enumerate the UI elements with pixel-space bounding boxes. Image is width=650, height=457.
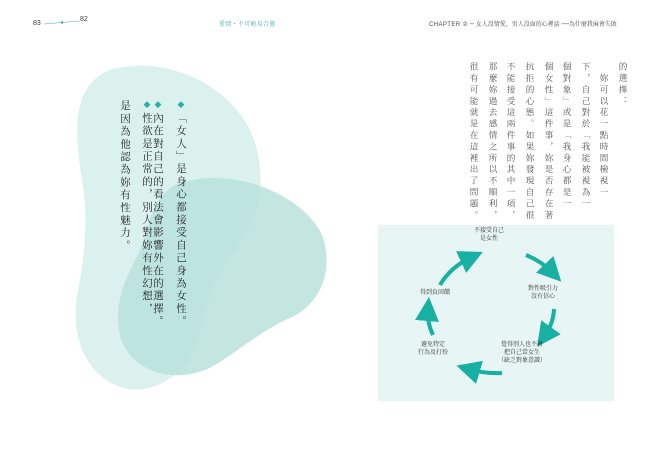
right-page-number: 82 (80, 16, 88, 23)
arrow-others-view-to-avoidance (468, 369, 502, 373)
right-running-title: ─ 女人沒情愛，男人沒面的心裡話 ──為什麼我麻會失敗 (470, 21, 617, 28)
bullet-item-2: ◆內在對自己的看法會影響外在的選擇。 (152, 100, 164, 329)
chapter-label: CHAPTER ② (429, 22, 469, 28)
node-negative-feedback: 得到負回饋 (420, 289, 451, 296)
left-page-number: 83 (33, 20, 41, 27)
diamond-bullet-icon: ◆ (153, 100, 163, 113)
right-running-header (429, 19, 617, 28)
arrow-avoidance-to-negative-feedback (428, 309, 433, 335)
cycle-diagram (378, 225, 614, 401)
node-others-wont-see-as-woman: 覺得別人也不會 把自己當女生 （缺乏對象意識） (498, 341, 547, 364)
right-body-col-6: 抗拒的心態。如果妳發現自己很 (524, 62, 534, 222)
node-avoid-certain-behaviors: 避免特定 行為及打扮 (418, 341, 449, 356)
right-body-col-4: 個對象」或是「我身心都是一 (561, 62, 571, 211)
bullet-item-3: ◆性欲是正常的，別人對妳有性幻想， 是因為他認為妳有性魅力。 (119, 100, 153, 316)
right-body-col-2: 妳可以花一點時間檢視一 (598, 62, 608, 199)
right-body-col-1: 的選擇： (617, 62, 627, 108)
arrow-negative-feedback-to-not-accepting (440, 257, 472, 285)
right-body-col-3: 下，自己對於「我能被視為一 (580, 62, 590, 211)
cycle-arrows (378, 225, 614, 401)
diamond-bullet-icon: ◆ (176, 100, 186, 113)
diamond-bullet-icon: ◆ (142, 100, 152, 113)
header-decoration-line (42, 18, 82, 28)
arrow-not-accepting-to-no-confidence (526, 255, 553, 273)
node-not-accepting-femininity: 不接受自己 是女性 (474, 227, 505, 242)
bullet-item-1: ◆「女人」是身心都接受自己身為女性。 (175, 100, 187, 329)
right-body-col-5: 個女性」這件事，妳是否存在著 (543, 62, 553, 222)
right-body-col-8: 那麼妳過去感情之所以不順利， (487, 62, 497, 222)
left-running-title: 愛情・不可輕易合態 (219, 21, 276, 28)
node-no-confidence-in-attractiveness: 對性吸引力 沒有信心 (528, 285, 559, 300)
arrow-no-confidence-to-others-view (544, 309, 554, 337)
right-body-col-7: 不能接受這兩件事的其中一項， (505, 62, 515, 222)
right-body-col-9: 很有可能就是在這裡出了問題。 (468, 62, 478, 222)
